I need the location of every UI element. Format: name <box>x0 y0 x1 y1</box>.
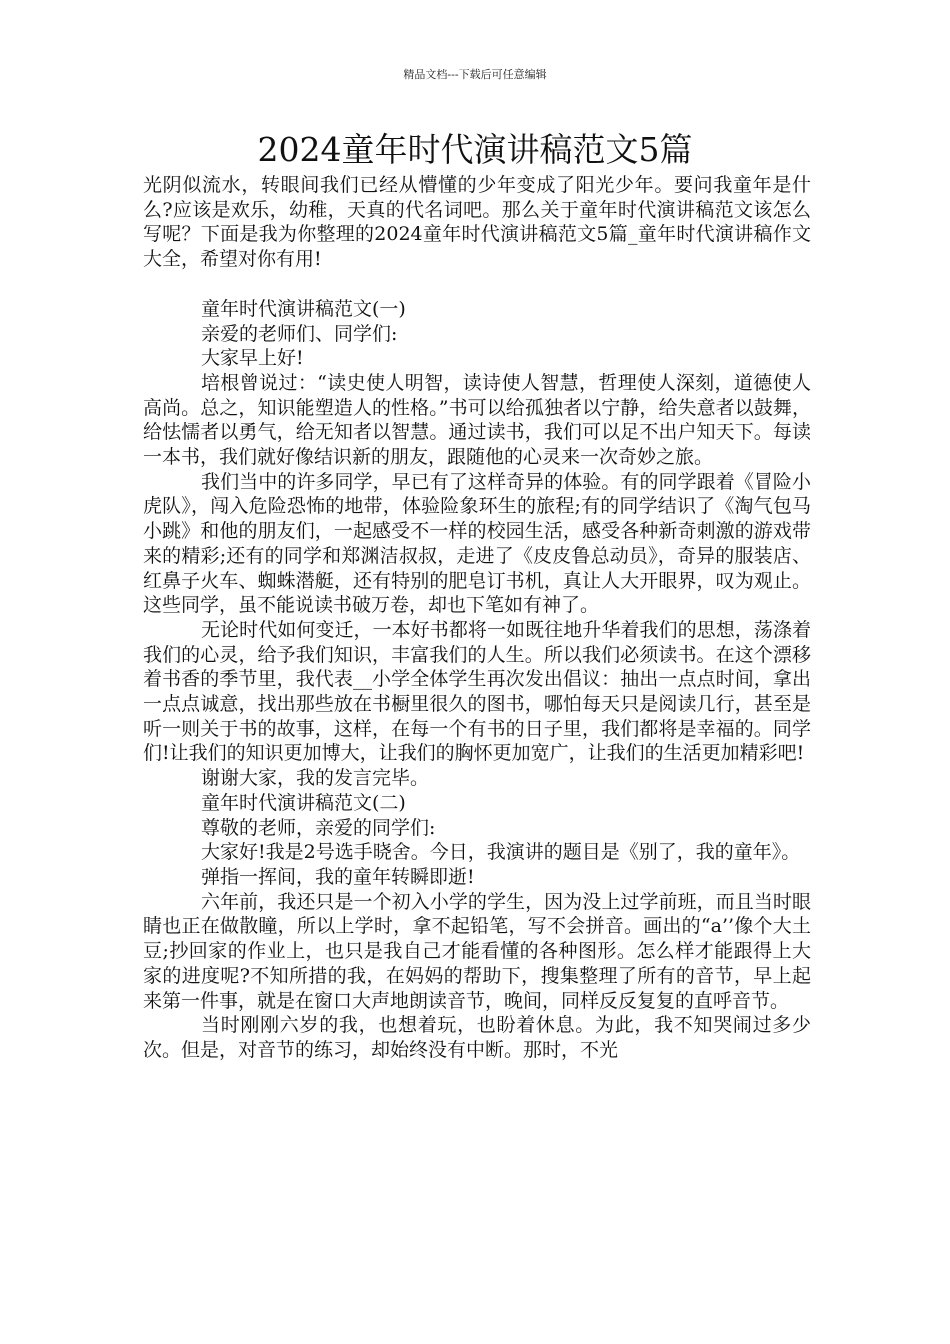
body-paragraph: 六年前，我还只是一个初入小学的学生，因为没上过学前班，而且当时眼睛也正在做散瞳，所以上学时，拿不起铅笔，写不会拼音。画出的“a’’像个大土豆;抄回家的作业上，也只是我自己才能看懂的各种图形。怎么样才能跟得上大家的进度呢?不知所措的我，在妈妈的帮助下，搜集整理了所有的音节，早上起来第一件事，就是在窗口大声地朗读音节，晚间，同样反反复复的直呼音节。 <box>143 890 811 1012</box>
section-heading-1: 童年时代演讲稿范文(一) <box>201 297 406 320</box>
body-paragraph: 培根曾说过：“读史使人明智，读诗使人智慧，哲理使人深刻，道德使人高尚。总之，知识能塑造人的性格。”书可以给孤独者以宁静，给失意者以鼓舞，给怯懦者以勇气，给无知者以智慧。通过读书，我们可以足不出户知天下。每读一本书，我们就好像结识新的朋友，跟随他的心灵来一次奇妙之旅。 <box>143 371 811 469</box>
page-header: 精品文档---下载后可任意编辑 <box>403 68 547 81</box>
body-paragraph: 无论时代如何变迁，一本好书都将一如既往地升华着我们的思想，荡涤着我们的心灵，给予我们知识，丰富我们的人生。所以我们必须读书。在这个漂移着书香的季节里，我代表__小学全体学生再次发出倡议：抽出一点点时间，拿出一点点诚意，找出那些放在书橱里很久的图书，哪怕每天只是阅读几行，甚至是听一则关于书的故事，这样，在每一个有书的日子里，我们都将是幸福的。同学们!让我们的知识更加博大，让我们的胸怀更加宽广，让我们的生活更加精彩吧! <box>143 618 811 765</box>
intro-paragraph: 光阴似流水，转眼间我们已经从懵懂的少年变成了阳光少年。要问我童年是什么?应该是欢乐，幼稚，天真的代名词吧。那么关于童年时代演讲稿范文该怎么写呢？下面是我为你整理的2024童年时代演讲稿范文5篇_童年时代演讲稿作文大全，希望对你有用! <box>143 174 811 271</box>
closing-line: 谢谢大家，我的发言完毕。 <box>201 767 430 790</box>
salutation: 尊敬的老师，亲爱的同学们: <box>201 816 436 839</box>
section-heading-2: 童年时代演讲稿范文(二) <box>201 791 406 814</box>
body-paragraph: 我们当中的许多同学，早已有了这样奇异的体验。有的同学跟着《冒险小虎队》，闯入危险恐怖的地带，体验险象环生的旅程;有的同学结识了《淘气包马小跳》和他的朋友们，一起感受不一样的校园生活，感受各种新奇刺激的游戏带来的精彩;还有的同学和郑渊洁叔叔，走进了《皮皮鲁总动员》，奇异的服装店、红鼻子火车、蜘蛛潜艇，还有特别的肥皂订书机，真让人大开眼界，叹为观止。这些同学，虽不能说读书破万卷，却也下笔如有神了。 <box>143 470 811 617</box>
body-paragraph: 大家好!我是2号选手晓舍。今日，我演讲的题目是《别了，我的童年》。 <box>201 841 801 864</box>
body-paragraph: 当时刚刚六岁的我，也想着玩，也盼着休息。为此，我不知哭闹过多少次。但是，对音节的练习，却始终没有中断。那时，不光 <box>143 1014 811 1061</box>
document-body <box>143 173 811 1063</box>
body-paragraph: 弹指一挥间，我的童年转瞬即逝! <box>201 865 475 888</box>
greeting: 大家早上好! <box>201 347 304 370</box>
salutation: 亲爱的老师们、同学们: <box>201 322 398 345</box>
document-title: 2024童年时代演讲稿范文5篇 <box>257 130 693 169</box>
paragraph-gap <box>143 272 811 297</box>
